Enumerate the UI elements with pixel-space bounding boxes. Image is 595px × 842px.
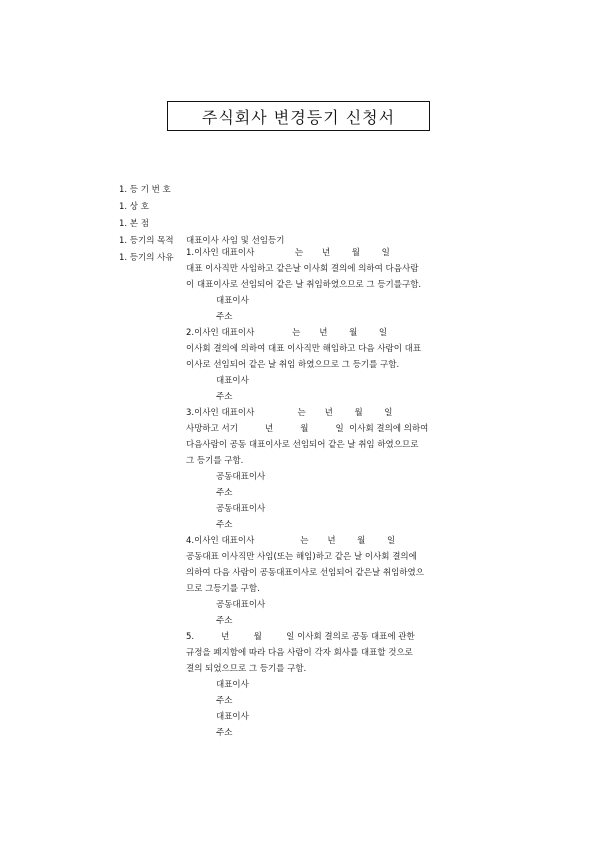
- reason-text: 대표 이사직만 사임하고 같은날 이사회 결의에 의하여 다음사람: [186, 264, 419, 274]
- reason-text: 규정을 폐지함에 따라 다음 사람이 각자 회사를 대표할 것으로: [186, 648, 413, 658]
- reason-text: 므로 그등기를 구함.: [186, 584, 260, 594]
- field-value: 대표이사 사임 및 선임등기: [186, 236, 285, 246]
- document-title: 주식회사 변경등기 신청서: [167, 101, 430, 131]
- reason-text: 다음사람이 공동 대표이사로 선임되어 같은 날 취임 하였으므로: [186, 440, 419, 450]
- reason-heading: 5. 년 월 일 이사회 결의로 공동 대표에 관한: [186, 632, 415, 642]
- address-label: 주소: [216, 696, 233, 706]
- representative-label: 대표이사: [216, 296, 249, 306]
- joint-representative-label: 공동대표이사: [216, 504, 266, 514]
- representative-label: 대표이사: [216, 712, 249, 722]
- field-registration-number: [119, 182, 539, 199]
- representative-label: 대표이사: [216, 376, 249, 386]
- reason-text: 이사회 결의에 의하여 대표 이사직만 해임하고 다음 사람이 대표: [186, 344, 422, 354]
- field-value: [186, 216, 539, 233]
- reason-content: [186, 245, 496, 741]
- field-label: 1. 등기의 사유: [119, 253, 174, 263]
- reason-heading: 4.이사인 대표이사 는 년 월 일: [186, 536, 396, 546]
- address-label: 주소: [216, 728, 233, 738]
- field-label: 1. 상 호: [119, 202, 149, 212]
- reason-text: 이사로 선임되어 같은 날 취임 하였으므로 그 등기를 구함.: [186, 360, 400, 370]
- reason-text: 사망하고 서기 년 월 일 이사회 결의에 의하여: [186, 424, 429, 434]
- field-company-name: [119, 199, 539, 216]
- address-label: 주소: [216, 312, 233, 322]
- field-label: 1. 본 점: [119, 219, 149, 229]
- reason-heading: 1.이사인 대표이사 는 년 월 일: [186, 248, 390, 258]
- address-label: 주소: [216, 520, 233, 530]
- reason-text: 결의 되었으므로 그 등기를 구함.: [186, 664, 307, 674]
- joint-representative-label: 공동대표이사: [216, 472, 266, 482]
- representative-label: 대표이사: [216, 680, 249, 690]
- field-value: [186, 199, 539, 216]
- reason-heading: 2.이사인 대표이사 는 년 월 일: [186, 328, 388, 338]
- address-label: 주소: [216, 392, 233, 402]
- address-label: 주소: [216, 488, 233, 498]
- reason-text: 그 등기를 구함.: [186, 456, 244, 466]
- reason-text: 이 대표이사로 선임되어 같은 날 취임하였으므로 그 등기를구함.: [186, 280, 422, 290]
- field-value: [186, 182, 539, 199]
- field-head-office: [119, 216, 539, 233]
- address-label: 주소: [216, 616, 233, 626]
- joint-representative-label: 공동대표이사: [216, 600, 266, 610]
- field-label: 1. 등 기 번 호: [119, 185, 171, 195]
- field-label: 1. 등기의 목적: [119, 236, 174, 246]
- reason-text: 의하여 다음 사람이 공동대표이사로 선임되어 같은날 취임하였으: [186, 568, 424, 578]
- reason-text: 공동대표 이사직만 사임(또는 해임)하고 같은 날 이사회 결의에: [186, 552, 417, 562]
- reason-heading: 3.이사인 대표이사 는 년 월 일: [186, 408, 393, 418]
